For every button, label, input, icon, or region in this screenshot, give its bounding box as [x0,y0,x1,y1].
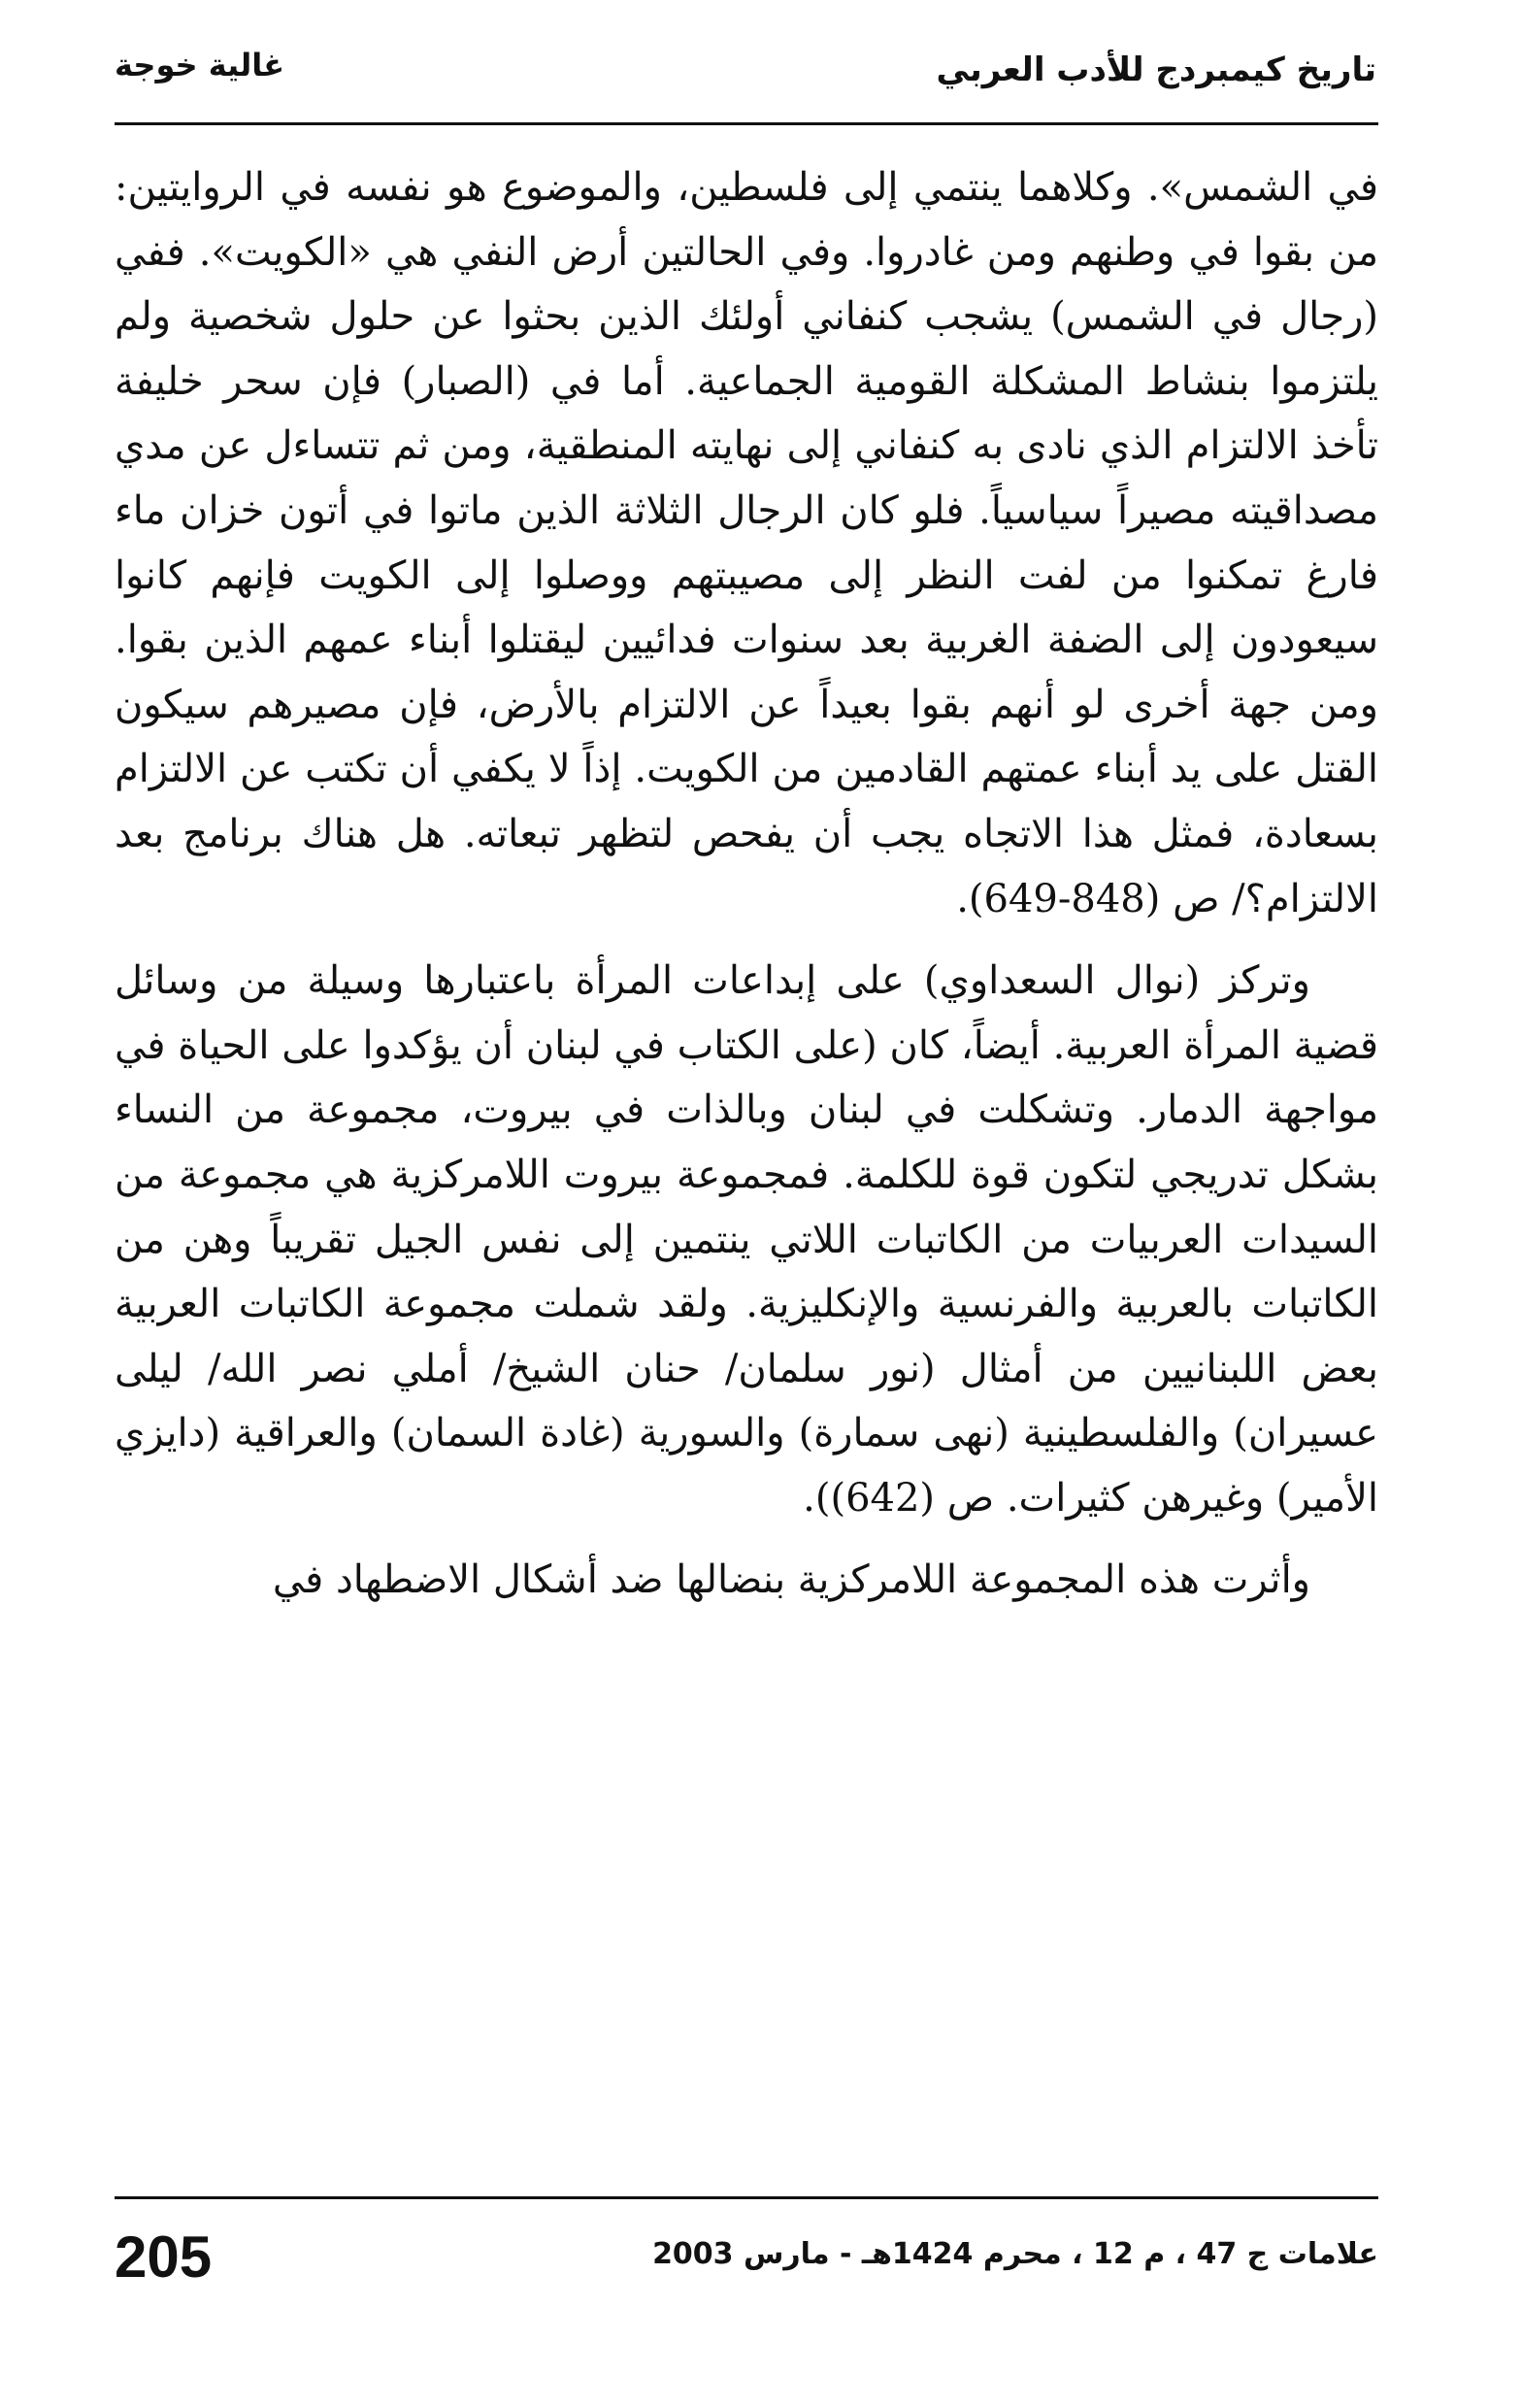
paragraph-3: وأثرت هذه المجموعة اللامركزية بنضالها ضد أشكال الاضطهاد في [272,1557,1310,1603]
page-number: 205 [115,2224,213,2290]
footer-rule [115,2196,1378,2199]
paragraph-1: في الشمس». وكلاهما ينتمي إلى فلسطين، والموضوع هو نفسه في الروايتين: من بقوا في وطنهم ومن غادروا. وفي الحالتين أرض النفي هي «الكويت». ففي (رجال في الشمس) يشجب كنفاني أولئك الذين بحثوا عن حلول شخصية ولم يلتزموا بنشاط المشكلة القومية الجماعية. أما في (الصبار) فإن سحر خليفة تأخذ الالتزام الذي نادى به كنفاني إلى نهايته المنطقية، ومن ثم تتساءل عن مدي مصداقيته مصيراً سياسياً. فلو كان الرجال الثلاثة الذين ماتوا في أتون خزان ماء فارغ تمكنوا من لفت النظر إلى مصيبتهم ووصلوا إلى الكويت فإنهم كانوا سيعودون إلى الضفة الغربية بعد سنوات فدائيين ليقتلوا أبناء عمهم الذين بقوا. ومن جهة أخرى لو أنهم بقوا بعيداً عن الالتزام بالأرض، فإن مصيرهم سيكون القتل على يد أبناء عمتهم القادمين من الكويت. إذاً لا يكفي أن تكتب عن الالتزام بسعادة، فمثل هذا الاتجاه يجب أن يفحص لتظهر تبعاته. هل هناك برنامج بعد الالتزام؟/ ص (848-649). [115,165,1379,921]
page-header [115,43,1376,120]
book-title: تاريخ كيمبردج للأدب العربي [936,50,1376,89]
header-rule [115,122,1378,125]
author-name: غالية خوجة [115,47,285,84]
paragraph-2: وتركز (نوال السعداوي) على إبداعات المرأة باعتبارها وسيلة من وسائل قضية المرأة العربية. أيضاً، كان (على الكتاب في لبنان أن يؤكدوا على الحياة في مواجهة الدمار. وتشكلت في لبنان وبالذات في بيروت، مجموعة من النساء بشكل تدريجي لتكون قوة للكلمة. فمجموعة بيروت اللامركزية هي مجموعة من السيدات العربيات من الكاتبات اللاتي ينتمين إلى نفس الجيل تقريباً وهن من الكاتبات بالعربية والفرنسية والإنكليزية. ولقد شملت مجموعة الكاتبات العربية بعض اللبنانيين من أمثال (نور سلمان/ حنان الشيخ/ أملي نصر الله/ ليلى عسيران) والفلسطينية (نهى سمارة) والسورية (غادة السمان) والعراقية (دايزي الأمير) وغيرهن كثيرات. ص (642)). [115,958,1379,1521]
page-footer [115,2224,1378,2301]
journal-citation: علامات ج 47 ، م 12 ، محرم 1424هـ - مارس 2003 [652,2237,1378,2271]
body-text [115,155,1378,1630]
